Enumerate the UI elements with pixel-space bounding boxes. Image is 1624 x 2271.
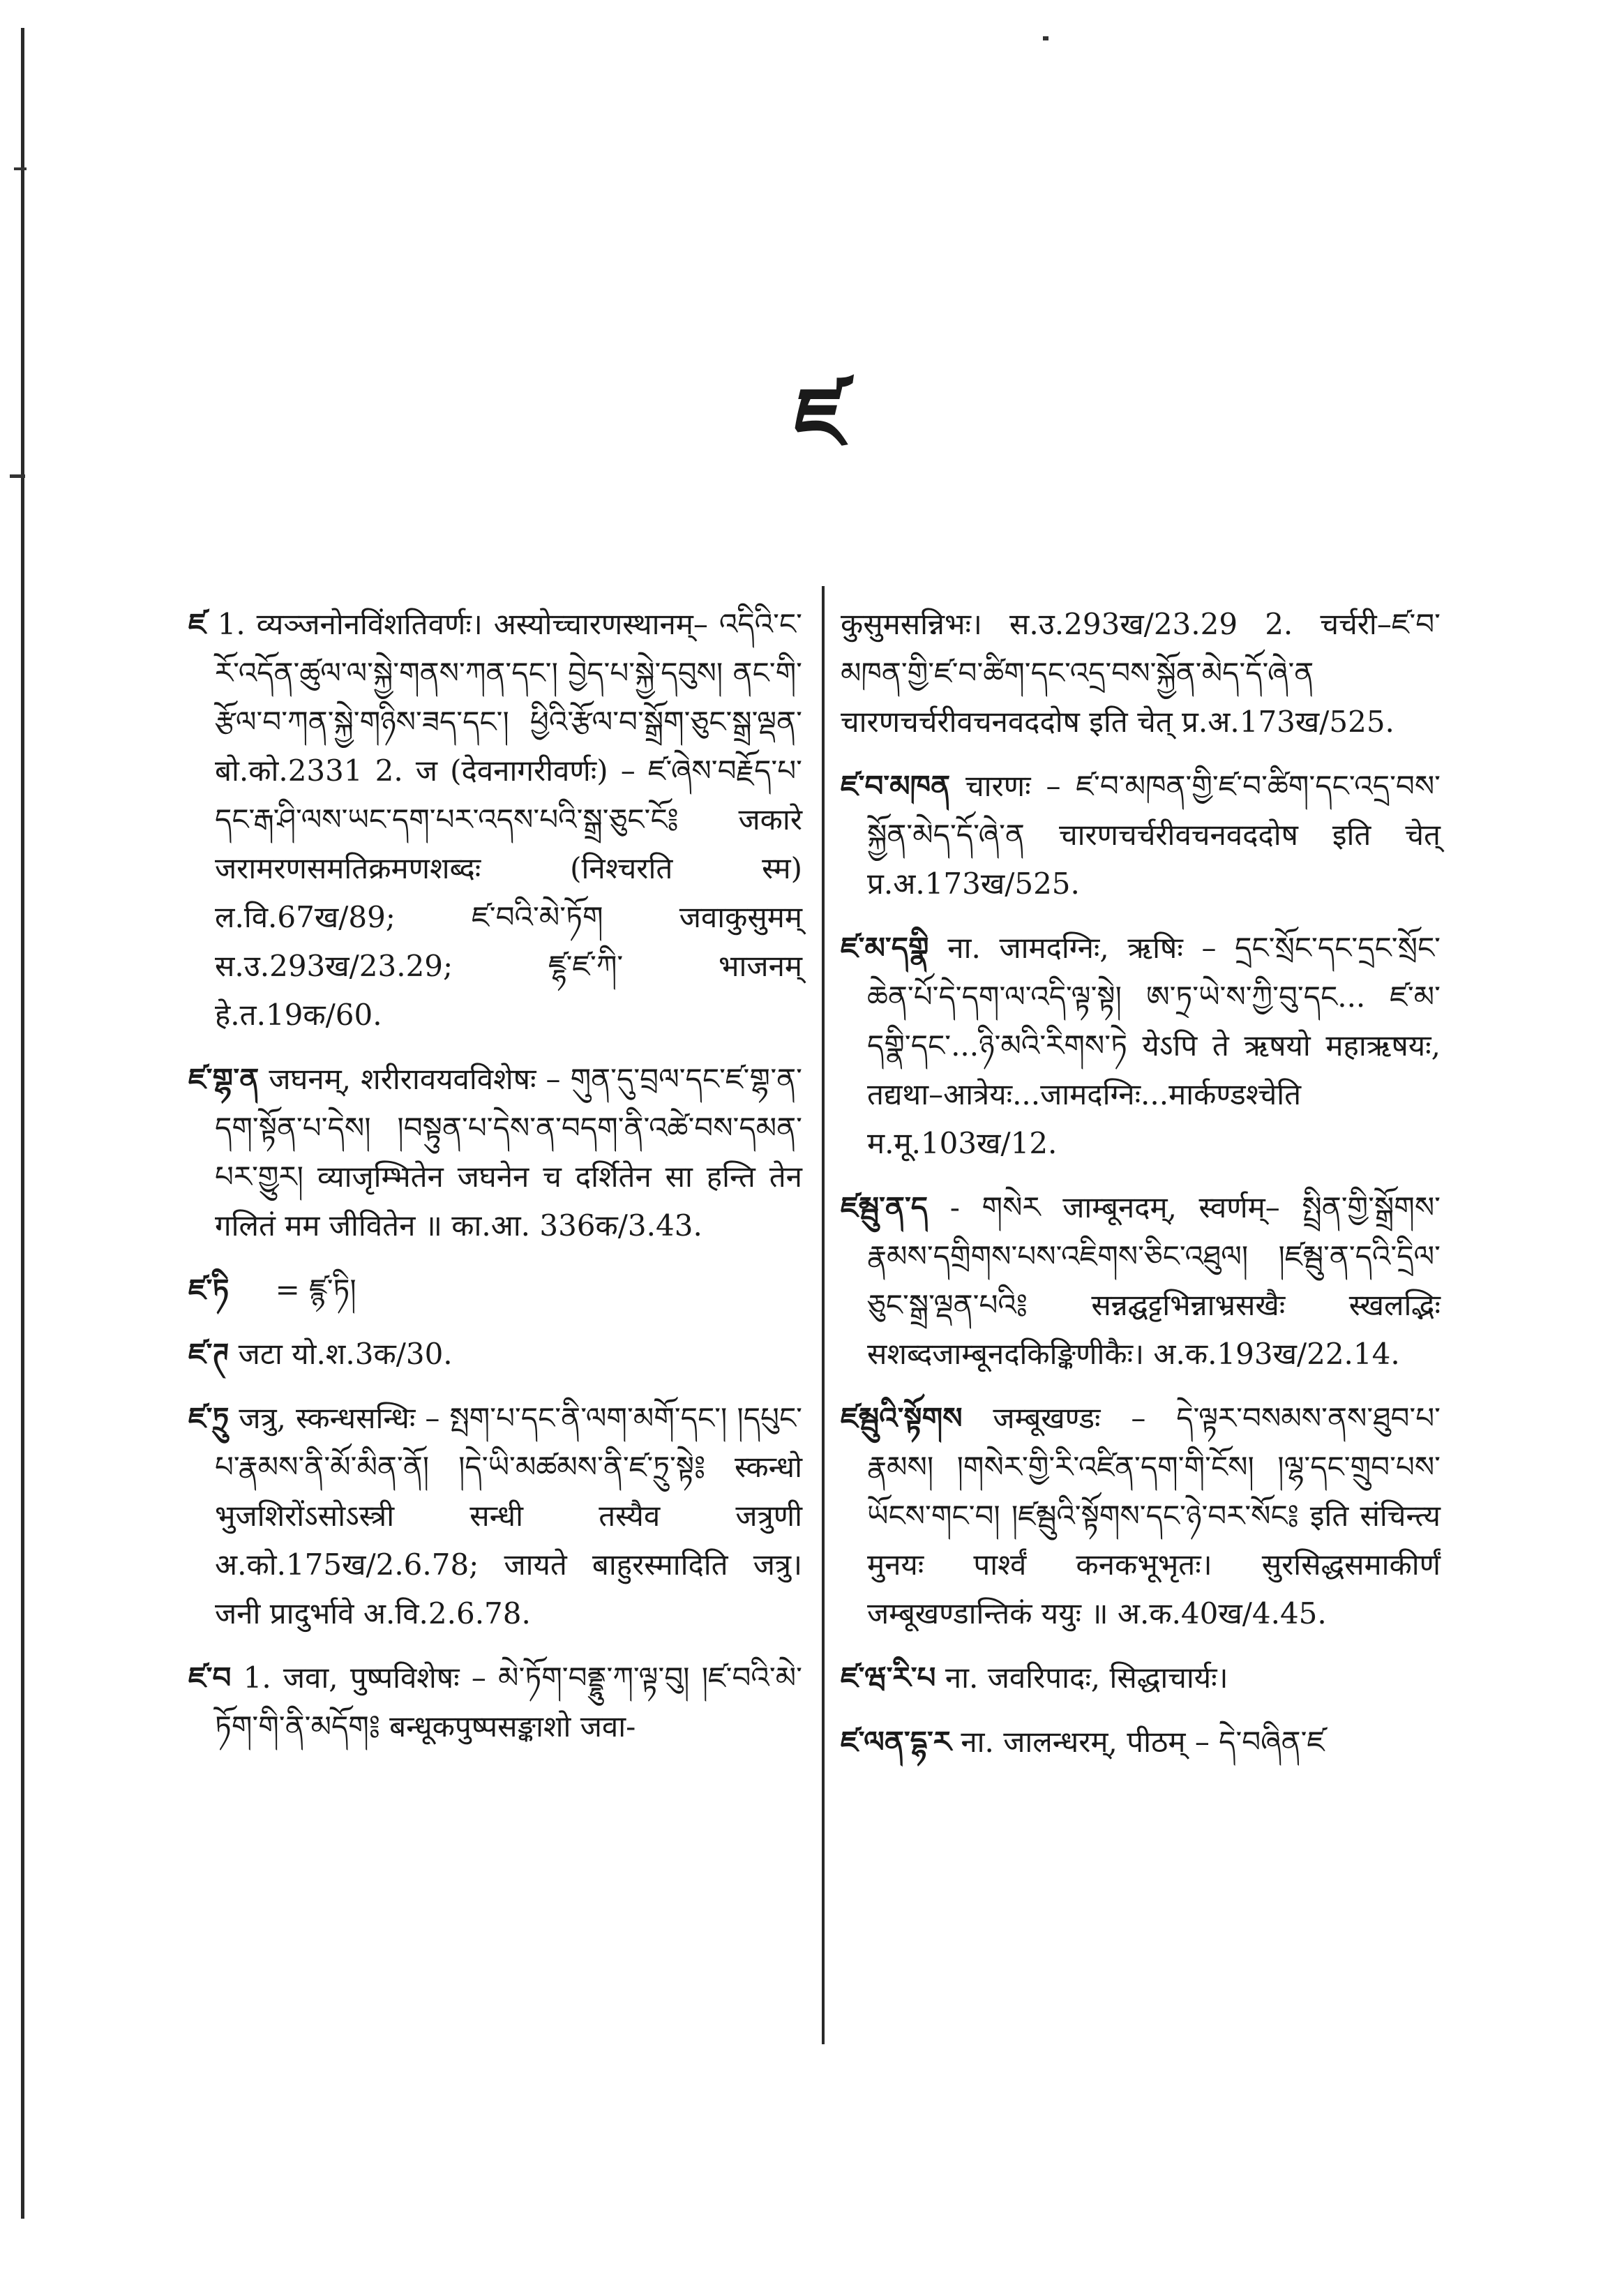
entry-headword: ཛ་ལན་དྷ་ར (841, 1725, 952, 1759)
entry-text: ना. जामदग्निः, ऋषिः – དྲང་སྲོང་དང་དྲང་སྲོང་ཆེན་པོ་དེ་དག་ལ་འདི་ལྟ་སྟེ། ཨ་ཏྲ་ཡེ་ས་ཀྱི་བུ་དང... ཛ་མ་དགྣི་དང་...ཉི་མའི་རིགས་ཏེ येऽपि ते ऋषयो महाऋषयः, तद्यथा–आत्रेयः...जामदग्निः...मार्कण्डश्चेति म.मू.103ख/12. (867, 931, 1441, 1160)
entry-text: - གསེར जाम्बूनदम्, स्वर्णम्– སྤྲིན་གྱི་སྒྲོགས་རྣམས་དགྲིགས་པས་འཇིགས་ཅིང་འཐུལ། །ཛམྦུ་ན་དའི་དྲིལ་ཅུང་སྒྲ་ལྡན་པའི༔ सन्नद्घट्टभिन्नाभ्रसखैः स्खलद्भिः सशब्दजाम्बूनदकिङ्किणीकैः। अ.क.193ख/22.14. (867, 1190, 1441, 1371)
dictionary-entry (188, 600, 802, 1040)
column-divider (822, 586, 825, 2044)
entry-headword: ཛ་བ་མཁན (841, 769, 951, 803)
entry-headword: ཛ་གྷ་ན (188, 1062, 260, 1096)
right-column (841, 600, 1441, 1782)
entry-headword: ཛ་ཏྲུ (188, 1401, 230, 1435)
entry-text: 1. जवा, पुष्पविशेषः – མེ་ཏོག་བནྡྷུ་ཀ་ལྟ་བུ། །ཛ་བའི་མེ་ཏོག་གི་ནི་མདོག༔ बन्धूकपुष्पसङ्काशो जवा- (215, 1661, 802, 1744)
dictionary-entry (188, 1055, 802, 1250)
entry-text: कुसुमसन्निभः। स.उ.293ख/23.29 2. चर्चरी–ཛ་བ་མཁན་གྱི་ཛ་བ་ཚིག་དང་འདྲ་བས་སྐྱོན་མེད་དོ་ཞེ་ན चारणचर्चरीवचनवददोष इति चेत् प्र.अ.173ख/525. (841, 607, 1441, 739)
dictionary-entry-continued (841, 600, 1441, 747)
entry-text: ना. जवरिपादः, सिद्धाचार्यः। (945, 1661, 1228, 1695)
entry-headword: ཛ་མ་དགྣི (841, 931, 929, 965)
dictionary-entry (188, 1654, 802, 1751)
entry-text: = ཛྙ་ཏི། (275, 1273, 356, 1307)
scan-mark (1043, 36, 1048, 40)
entry-headword: ཛ (188, 607, 206, 641)
entry-headword: ཛ་བ (188, 1661, 232, 1695)
entry-text: जत्रु, स्कन्धसन्धिः – སྤག་པ་དང་ནི་ལག་མགོ་དང་། །དཔུང་པ་རྣམས་ནི་མོ་མིན་ནོ། །དེ་ཡི་མཚམས་ནི་ཛ་ཏྲུ་སྟེ༔ स्कन्धो भुजशिरोंऽसोऽस्त्री सन्धी तस्यैव जत्रुणी अ.को.175ख/2.6.78; जायते बाहुरस्मादिति जत्रु। जनी प्रादुर्भावे अ.वि.2.6.78. (215, 1401, 802, 1631)
scan-mark (14, 167, 27, 170)
dictionary-entry (841, 924, 1441, 1168)
entry-text: जम्बूखण्डः – དེ་ལྟར་བསམས་ནས་ཐུབ་པ་རྣམས། །གསེར་གྱི་རི་འཛིན་དག་གི་ངོས། །ལྷ་དང་གྲུབ་པས་ཡོངས་གང་བ། །ཛམྦུའི་སྟོགས་དང་ཉེ་བར་སོང༔ इति संचिन्त्य मुनयः पार्श्वं कनकभूभृतः। सुरसिद्धसमाकीर्णं जम्बूखण्डान्तिकं ययुः ॥ अ.क.40ख/4.45. (867, 1401, 1441, 1631)
dictionary-entry (841, 1183, 1441, 1379)
dictionary-entry (841, 1654, 1441, 1702)
dictionary-entry (188, 1330, 802, 1379)
scan-left-edge (21, 28, 24, 2219)
dictionary-entry (841, 1394, 1441, 1638)
entry-headword: ཛ་ཊ (188, 1337, 230, 1371)
dictionary-entry (188, 1266, 802, 1314)
dictionary-entry (188, 1394, 802, 1638)
entry-headword: ཛ་ཏི (188, 1273, 230, 1307)
dictionary-entry (841, 1718, 1441, 1767)
scan-mark (10, 474, 25, 478)
entry-text: जटा यो.श.3क/30. (238, 1337, 453, 1371)
section-letter: ཛ (795, 369, 845, 466)
dictionary-entry (841, 762, 1441, 908)
left-column (188, 600, 802, 1767)
entry-text: चारणः – ཛ་བ་མཁན་གྱི་ཛ་བ་ཚིག་དང་འདྲ་བས་སྐྱོན་མེད་དོ་ཞེ་ན चारणचर्चरीवचनवददोष इति चेत् प्र.अ.173ख/525. (867, 769, 1441, 901)
entry-headword: ཛ་ཝ་རི་པ (841, 1661, 936, 1695)
entry-headword: ཛམྦུ་ན་ད (841, 1190, 928, 1224)
entry-headword: ཛམྦུའི་སྟོགས (841, 1401, 963, 1435)
entry-text: ना. जालन्धरम्, पीठम् – དེ་བཞིན་ཛ (961, 1725, 1325, 1759)
entry-text: 1. व्यञ्जनोनविंशतिवर्णः। अस्योच्चारणस्थानम्– འདིའི་ང་རོ་འདོན་ཚུལ་ལ་སྐྱེ་གནས་ཀན་དང་། བྱེད་པ་སྐྱེ་དབུས། ནང་གི་རྩོལ་བ་ཀན་སྐྱེ་གཉིས་ཟད་དང་། ཕྱིའི་རྩོལ་བ་སྒྲོག་ཅུང་སྒྲ་ལྡན་ बो.को.2331 2. ज (देवनागरीवर्णः) – ཛ་ཞེས་བརྗོད་པ་དང་རྒ་ཤི་ལས་ཡང་དག་པར་འདས་པའི་སྒྲ་ཅུང་ངོ༔ जकारे जरामरणसमतिक्रमणशब्दः (निश्चरति स्म) ल.वि.67ख/89; ཛ་བའི་མེ་ཏོག जवाकुसुमम् स.उ.293ख/23.29; ཛྷ་ཛ་ཀི་ भाजनम् हे.त.19क/60. (215, 607, 802, 1032)
entry-text: जघनम्, शरीरावयवविशेषः – གུན་དུ་བྲལ་དང་ཛ་གྷ་ན་དག་སྟོན་པ་དེས། །བསྟུན་པ་དེས་ན་བདག་ནི་འཚེ་བས་དམན་པར་གྱུར། व्याजृम्भितेन जघनेन च दर्शितेन सा हन्ति तेन गलितं मम जीवितेन ॥ का.आ. 336क/3.43. (215, 1062, 802, 1243)
